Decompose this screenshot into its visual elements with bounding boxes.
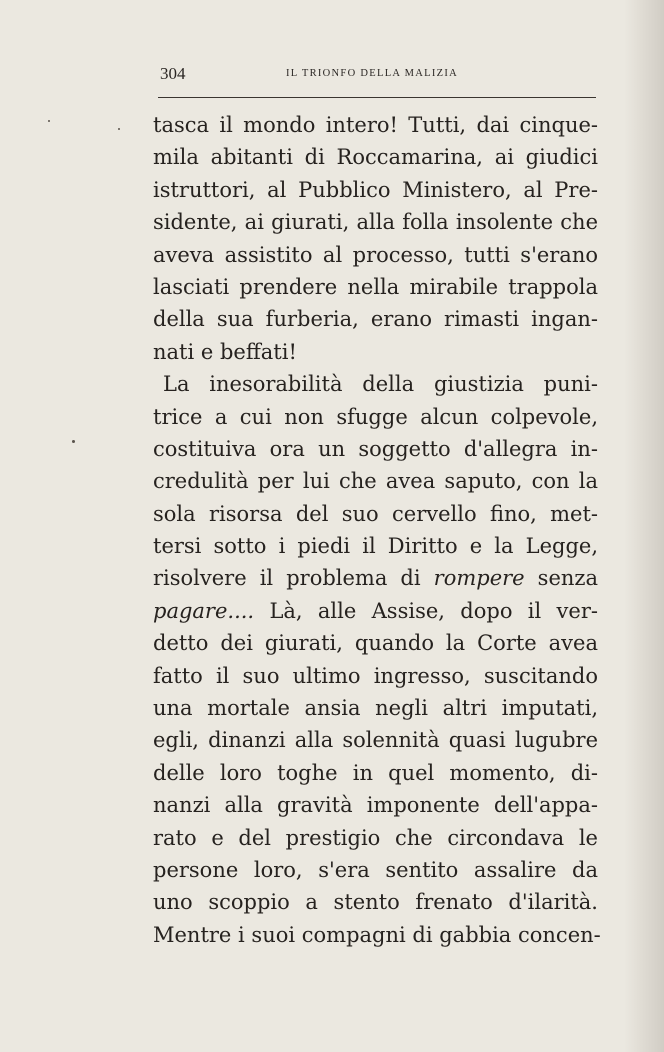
paper-speck	[48, 120, 50, 122]
running-title: IL TRIONFO DELLA MALIZIA	[286, 68, 459, 79]
paper-speck	[118, 128, 120, 130]
text-line: egli, dinanzi alla solennità quasi lugubre	[153, 728, 598, 753]
text-line: aveva assistito al processo, tutti s'erano	[153, 242, 598, 267]
text-line: una mortale ansia negli altri imputati,	[153, 696, 598, 721]
text-line: detto dei giurati, quando la Corte avea	[153, 631, 598, 656]
text-line: fatto il suo ultimo ingresso, suscitando	[153, 663, 598, 688]
text-line: Mentre i suoi compagni di gabbia concen-	[153, 922, 601, 947]
page-header	[160, 64, 600, 86]
text-line: sidente, ai giurati, alla folla insolente che	[153, 210, 598, 235]
paragraph-end-line: nati e beffati!	[153, 339, 297, 364]
text-line: persone loro, s'era sentito assalire da	[153, 857, 598, 882]
text-line: nanzi alla gravità imponente dell'appa-	[153, 793, 598, 818]
text-line: mila abitanti di Roccamarina, ai giudici	[153, 145, 598, 170]
text-line: rato e del prestigio che circondava le	[153, 825, 598, 850]
text-line: istruttori, al Pubblico Ministero, al Pre-	[153, 177, 598, 202]
page-number: 304	[160, 64, 186, 83]
italic-word: pagare....	[153, 598, 255, 623]
text-line-with-italic	[153, 595, 598, 627]
italic-word: rompere	[433, 566, 525, 591]
text-segment: risolvere il problema di	[153, 566, 421, 591]
text-line: lasciati prendere nella mirabile trappola	[153, 274, 598, 299]
page-edge-shadow	[624, 0, 664, 1052]
text-line: sola risorsa del suo cervello fino, met-	[153, 501, 598, 526]
text-line: trice a cui non sfugge alcun colpevole,	[153, 404, 598, 429]
text-line: credulità per lui che avea saputo, con la	[153, 469, 598, 494]
text-line: tasca il mondo intero! Tutti, dai cinque-	[153, 113, 598, 137]
text-line: uno scoppio a stento frenato d'ilarità.	[153, 890, 598, 915]
text-segment: Là, alle Assise, dopo il ver-	[269, 598, 598, 623]
paper-speck	[72, 440, 75, 443]
text-line-with-italic	[153, 562, 598, 594]
text-line: della sua furberia, erano rimasti ingan-	[153, 307, 598, 332]
header-rule	[158, 97, 596, 98]
text-line: costituiva ora un soggetto d'allegra in-	[153, 436, 598, 461]
text-line: tersi sotto i piedi il Diritto e la Legge,	[153, 534, 598, 559]
text-segment: senza	[537, 566, 598, 591]
body-text	[153, 109, 601, 951]
paragraph-start-line: La inesorabilità della giustizia puni-	[163, 372, 598, 397]
text-line: delle loro toghe in quel momento, di-	[153, 760, 598, 785]
